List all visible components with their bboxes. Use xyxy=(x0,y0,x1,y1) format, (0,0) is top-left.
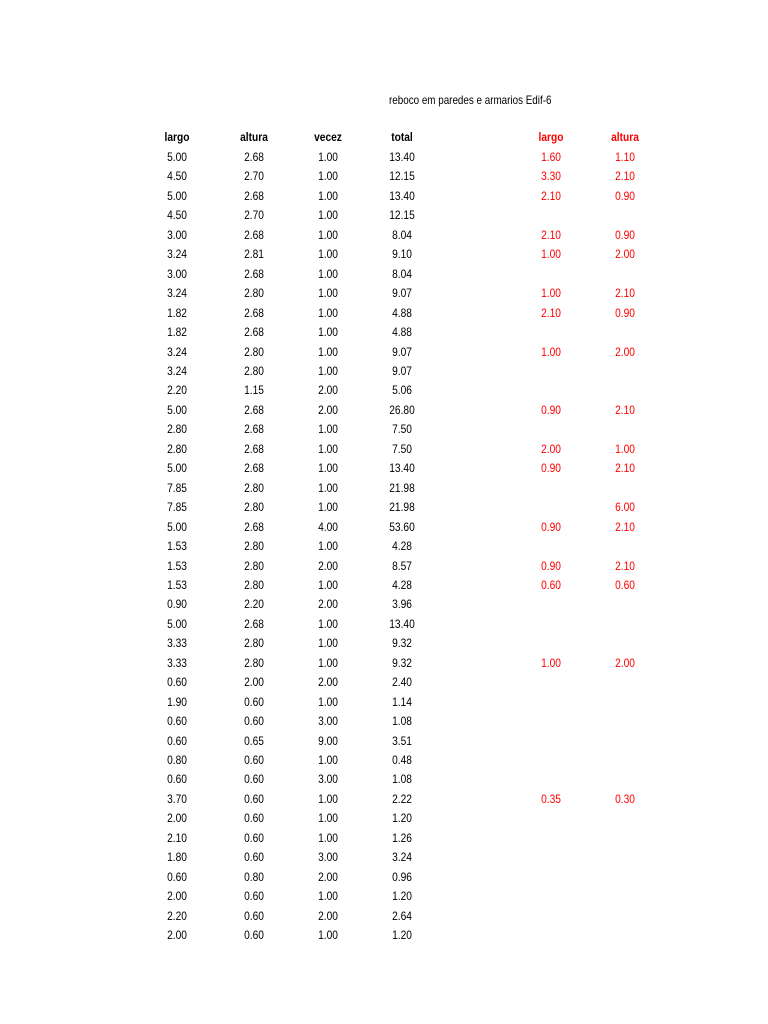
table-header xyxy=(0,129,768,147)
cell-largo-openings: 0.35 xyxy=(541,791,561,806)
cell-altura: 1.15 xyxy=(244,383,264,398)
table-row xyxy=(0,752,768,770)
cell-vecez: 1.00 xyxy=(318,188,338,203)
cell-altura: 2.80 xyxy=(244,500,264,515)
cell-altura-openings: 2.10 xyxy=(615,169,635,184)
cell-largo: 0.60 xyxy=(167,675,187,690)
table-row xyxy=(0,830,768,848)
cell-vecez: 1.00 xyxy=(318,616,338,631)
cell-largo: 3.70 xyxy=(167,791,187,806)
cell-largo: 0.60 xyxy=(167,772,187,787)
cell-total: 2.64 xyxy=(392,908,412,923)
cell-largo: 4.50 xyxy=(167,169,187,184)
table-row xyxy=(0,188,768,206)
cell-total: 1.14 xyxy=(392,694,412,709)
cell-largo-openings: 0.90 xyxy=(541,519,561,534)
cell-largo: 3.24 xyxy=(167,247,187,262)
table-row xyxy=(0,168,768,186)
table-row xyxy=(0,635,768,653)
cell-largo: 2.00 xyxy=(167,889,187,904)
cell-altura: 2.80 xyxy=(244,636,264,651)
cell-total: 7.50 xyxy=(392,441,412,456)
cell-altura: 0.60 xyxy=(244,830,264,845)
cell-altura: 0.60 xyxy=(244,752,264,767)
cell-total: 1.20 xyxy=(392,889,412,904)
cell-altura: 2.68 xyxy=(244,188,264,203)
cell-altura: 2.68 xyxy=(244,325,264,339)
cell-largo-openings: 2.10 xyxy=(541,305,561,320)
cell-altura-openings: 2.00 xyxy=(615,344,635,359)
cell-largo: 1.53 xyxy=(167,558,187,573)
cell-largo: 5.00 xyxy=(167,616,187,631)
cell-total: 4.88 xyxy=(392,305,412,320)
cell-largo: 2.80 xyxy=(167,422,187,437)
cell-total: 2.22 xyxy=(392,791,412,806)
table-row xyxy=(0,344,768,362)
cell-total: 4.88 xyxy=(392,325,412,339)
cell-altura: 2.68 xyxy=(244,422,264,437)
cell-vecez: 4.00 xyxy=(318,519,338,534)
cell-altura-openings: 0.60 xyxy=(615,577,635,592)
table-row xyxy=(0,558,768,576)
cell-vecez: 1.00 xyxy=(318,441,338,456)
cell-total: 3.96 xyxy=(392,597,412,612)
cell-vecez: 1.00 xyxy=(318,461,338,476)
table-row xyxy=(0,733,768,751)
cell-total: 1.20 xyxy=(392,811,412,826)
cell-largo: 5.00 xyxy=(167,461,187,476)
cell-altura: 2.68 xyxy=(244,227,264,242)
cell-vecez: 1.00 xyxy=(318,500,338,515)
cell-altura: 0.60 xyxy=(244,850,264,865)
table-row xyxy=(0,538,768,556)
cell-altura-openings: 2.00 xyxy=(615,655,635,670)
cell-altura: 0.65 xyxy=(244,733,264,748)
cell-largo: 2.20 xyxy=(167,383,187,398)
cell-vecez: 1.00 xyxy=(318,266,338,281)
cell-altura-openings: 0.30 xyxy=(615,791,635,806)
cell-altura-openings: 6.00 xyxy=(615,500,635,515)
cell-largo-openings: 2.00 xyxy=(541,441,561,456)
table-row xyxy=(0,616,768,634)
cell-total: 4.28 xyxy=(392,539,412,553)
cell-altura-openings: 2.10 xyxy=(615,519,635,534)
cell-largo: 0.60 xyxy=(167,733,187,748)
table-row xyxy=(0,927,768,945)
cell-largo-openings: 0.90 xyxy=(541,558,561,573)
cell-total: 8.04 xyxy=(392,266,412,281)
cell-largo: 5.00 xyxy=(167,519,187,534)
table-row xyxy=(0,791,768,809)
header-largo: largo xyxy=(164,130,190,144)
table-row xyxy=(0,596,768,614)
cell-largo: 1.80 xyxy=(167,850,187,865)
cell-total: 1.26 xyxy=(392,830,412,845)
cell-altura: 0.80 xyxy=(244,869,264,884)
table-row xyxy=(0,207,768,225)
cell-altura: 2.81 xyxy=(244,247,264,262)
cell-vecez: 1.00 xyxy=(318,169,338,184)
cell-altura: 2.68 xyxy=(244,266,264,281)
cell-largo: 5.00 xyxy=(167,150,187,164)
cell-largo: 0.60 xyxy=(167,714,187,728)
cell-total: 13.40 xyxy=(389,461,415,476)
cell-vecez: 1.00 xyxy=(318,791,338,806)
cell-altura: 0.60 xyxy=(244,928,264,942)
cell-vecez: 9.00 xyxy=(318,733,338,748)
cell-largo: 3.33 xyxy=(167,655,187,670)
cell-total: 2.40 xyxy=(392,675,412,690)
header-largo-openings: largo xyxy=(538,130,564,144)
cell-largo-openings: 2.10 xyxy=(541,188,561,203)
cell-total: 0.48 xyxy=(392,752,412,767)
cell-total: 9.32 xyxy=(392,655,412,670)
cell-total: 9.32 xyxy=(392,636,412,651)
table-row xyxy=(0,460,768,478)
cell-vecez: 1.00 xyxy=(318,636,338,651)
cell-vecez: 1.00 xyxy=(318,344,338,359)
cell-largo-openings: 0.90 xyxy=(541,402,561,417)
cell-vecez: 1.00 xyxy=(318,539,338,553)
cell-largo-openings: 0.90 xyxy=(541,461,561,476)
cell-altura: 2.70 xyxy=(244,208,264,223)
cell-largo: 5.00 xyxy=(167,188,187,203)
table-row xyxy=(0,519,768,537)
table-row xyxy=(0,888,768,906)
table-row xyxy=(0,382,768,400)
cell-altura: 2.80 xyxy=(244,577,264,592)
table-row xyxy=(0,480,768,498)
cell-vecez: 1.00 xyxy=(318,928,338,942)
cell-altura: 0.60 xyxy=(244,791,264,806)
cell-total: 9.10 xyxy=(392,247,412,262)
cell-total: 9.07 xyxy=(392,363,412,378)
cell-vecez: 3.00 xyxy=(318,772,338,787)
cell-altura-openings: 2.00 xyxy=(615,247,635,262)
cell-largo: 1.53 xyxy=(167,539,187,553)
header-vecez: vecez xyxy=(314,130,342,144)
cell-vecez: 1.00 xyxy=(318,752,338,767)
cell-total: 13.40 xyxy=(389,150,415,164)
cell-altura: 2.80 xyxy=(244,480,264,495)
cell-largo-openings: 3.30 xyxy=(541,169,561,184)
cell-largo: 7.85 xyxy=(167,480,187,495)
cell-total: 13.40 xyxy=(389,188,415,203)
cell-altura: 0.60 xyxy=(244,811,264,826)
cell-largo: 4.50 xyxy=(167,208,187,223)
cell-altura-openings: 0.90 xyxy=(615,305,635,320)
cell-total: 21.98 xyxy=(389,480,415,495)
cell-total: 53.60 xyxy=(389,519,415,534)
cell-vecez: 1.00 xyxy=(318,655,338,670)
cell-total: 9.07 xyxy=(392,286,412,301)
cell-altura: 2.68 xyxy=(244,461,264,476)
cell-vecez: 2.00 xyxy=(318,908,338,923)
table-row xyxy=(0,305,768,323)
cell-largo: 2.80 xyxy=(167,441,187,456)
cell-vecez: 1.00 xyxy=(318,305,338,320)
cell-altura: 0.60 xyxy=(244,889,264,904)
cell-vecez: 1.00 xyxy=(318,247,338,262)
cell-vecez: 2.00 xyxy=(318,383,338,398)
table-row xyxy=(0,324,768,342)
cell-largo-openings: 0.60 xyxy=(541,577,561,592)
cell-altura: 2.68 xyxy=(244,402,264,417)
table-row xyxy=(0,655,768,673)
cell-vecez: 1.00 xyxy=(318,811,338,826)
table-row xyxy=(0,266,768,284)
cell-total: 13.40 xyxy=(389,616,415,631)
cell-vecez: 2.00 xyxy=(318,402,338,417)
cell-largo: 2.20 xyxy=(167,908,187,923)
cell-vecez: 2.00 xyxy=(318,675,338,690)
cell-largo-openings: 1.00 xyxy=(541,247,561,262)
cell-altura: 2.68 xyxy=(244,616,264,631)
table-row xyxy=(0,810,768,828)
cell-total: 0.96 xyxy=(392,869,412,884)
cell-altura-openings: 1.10 xyxy=(615,150,635,164)
table-row xyxy=(0,499,768,517)
cell-vecez: 3.00 xyxy=(318,850,338,865)
cell-largo-openings: 1.00 xyxy=(541,344,561,359)
cell-vecez: 2.00 xyxy=(318,869,338,884)
cell-vecez: 1.00 xyxy=(318,830,338,845)
cell-vecez: 2.00 xyxy=(318,597,338,612)
table-row xyxy=(0,849,768,867)
cell-altura: 0.60 xyxy=(244,694,264,709)
cell-largo: 1.53 xyxy=(167,577,187,592)
cell-altura-openings: 1.00 xyxy=(615,441,635,456)
cell-altura: 2.68 xyxy=(244,519,264,534)
cell-largo: 5.00 xyxy=(167,402,187,417)
cell-altura: 2.20 xyxy=(244,597,264,612)
table-row xyxy=(0,869,768,887)
table-row xyxy=(0,227,768,245)
cell-largo: 1.82 xyxy=(167,305,187,320)
cell-vecez: 1.00 xyxy=(318,422,338,437)
cell-total: 12.15 xyxy=(389,169,415,184)
table-row xyxy=(0,694,768,712)
cell-largo-openings: 1.00 xyxy=(541,286,561,301)
cell-largo-openings: 2.10 xyxy=(541,227,561,242)
table-row xyxy=(0,246,768,264)
cell-vecez: 1.00 xyxy=(318,889,338,904)
cell-vecez: 1.00 xyxy=(318,325,338,339)
cell-largo-openings: 1.60 xyxy=(541,150,561,164)
cell-altura: 2.68 xyxy=(244,441,264,456)
cell-largo: 3.24 xyxy=(167,363,187,378)
cell-altura: 2.80 xyxy=(244,539,264,553)
cell-altura: 0.60 xyxy=(244,772,264,787)
table-row xyxy=(0,441,768,459)
cell-largo: 1.82 xyxy=(167,325,187,339)
cell-total: 1.08 xyxy=(392,772,412,787)
cell-total: 4.28 xyxy=(392,577,412,592)
header-altura-openings: altura xyxy=(611,130,639,144)
header-total: total xyxy=(391,130,413,144)
cell-altura: 2.68 xyxy=(244,305,264,320)
cell-total: 26.80 xyxy=(389,402,415,417)
cell-altura: 2.80 xyxy=(244,344,264,359)
cell-vecez: 1.00 xyxy=(318,208,338,223)
cell-altura: 2.80 xyxy=(244,558,264,573)
cell-altura-openings: 2.10 xyxy=(615,461,635,476)
cell-altura-openings: 2.10 xyxy=(615,286,635,301)
cell-vecez: 2.00 xyxy=(318,558,338,573)
cell-largo-openings: 1.00 xyxy=(541,655,561,670)
cell-altura: 2.70 xyxy=(244,169,264,184)
table-row xyxy=(0,363,768,381)
cell-largo: 0.80 xyxy=(167,752,187,767)
cell-total: 3.24 xyxy=(392,850,412,865)
cell-total: 9.07 xyxy=(392,344,412,359)
cell-altura: 0.60 xyxy=(244,714,264,728)
table-row xyxy=(0,577,768,595)
table-row xyxy=(0,674,768,692)
header-altura: altura xyxy=(240,130,268,144)
table-row xyxy=(0,421,768,439)
table-row xyxy=(0,402,768,420)
cell-total: 7.50 xyxy=(392,422,412,437)
cell-largo: 7.85 xyxy=(167,500,187,515)
cell-largo: 2.00 xyxy=(167,811,187,826)
table-row xyxy=(0,285,768,303)
cell-vecez: 1.00 xyxy=(318,480,338,495)
table-row xyxy=(0,713,768,731)
cell-vecez: 1.00 xyxy=(318,150,338,164)
cell-total: 3.51 xyxy=(392,733,412,748)
cell-largo: 3.33 xyxy=(167,636,187,651)
table-row xyxy=(0,908,768,926)
cell-total: 21.98 xyxy=(389,500,415,515)
cell-altura: 2.80 xyxy=(244,286,264,301)
cell-altura: 2.68 xyxy=(244,150,264,164)
cell-largo: 3.00 xyxy=(167,266,187,281)
cell-largo: 3.24 xyxy=(167,286,187,301)
cell-largo: 3.24 xyxy=(167,344,187,359)
table-row xyxy=(0,771,768,789)
cell-altura-openings: 0.90 xyxy=(615,227,635,242)
cell-largo: 0.60 xyxy=(167,869,187,884)
cell-vecez: 1.00 xyxy=(318,227,338,242)
table-row xyxy=(0,149,768,167)
cell-largo: 2.10 xyxy=(167,830,187,845)
cell-altura: 0.60 xyxy=(244,908,264,923)
cell-largo: 0.90 xyxy=(167,597,187,612)
cell-altura: 2.80 xyxy=(244,363,264,378)
cell-altura: 2.80 xyxy=(244,655,264,670)
cell-total: 1.20 xyxy=(392,928,412,942)
sheet-title: reboco em paredes e armarios Edif-6 xyxy=(389,93,552,107)
cell-altura-openings: 0.90 xyxy=(615,188,635,203)
cell-vecez: 1.00 xyxy=(318,286,338,301)
cell-vecez: 1.00 xyxy=(318,694,338,709)
cell-altura-openings: 2.10 xyxy=(615,558,635,573)
cell-largo: 2.00 xyxy=(167,928,187,942)
cell-altura: 2.00 xyxy=(244,675,264,690)
cell-vecez: 1.00 xyxy=(318,577,338,592)
cell-vecez: 1.00 xyxy=(318,363,338,378)
cell-total: 1.08 xyxy=(392,714,412,728)
cell-largo: 3.00 xyxy=(167,227,187,242)
cell-total: 12.15 xyxy=(389,208,415,223)
cell-total: 8.04 xyxy=(392,227,412,242)
cell-vecez: 3.00 xyxy=(318,714,338,728)
cell-total: 8.57 xyxy=(392,558,412,573)
cell-largo: 1.90 xyxy=(167,694,187,709)
cell-total: 5.06 xyxy=(392,383,412,398)
cell-altura-openings: 2.10 xyxy=(615,402,635,417)
